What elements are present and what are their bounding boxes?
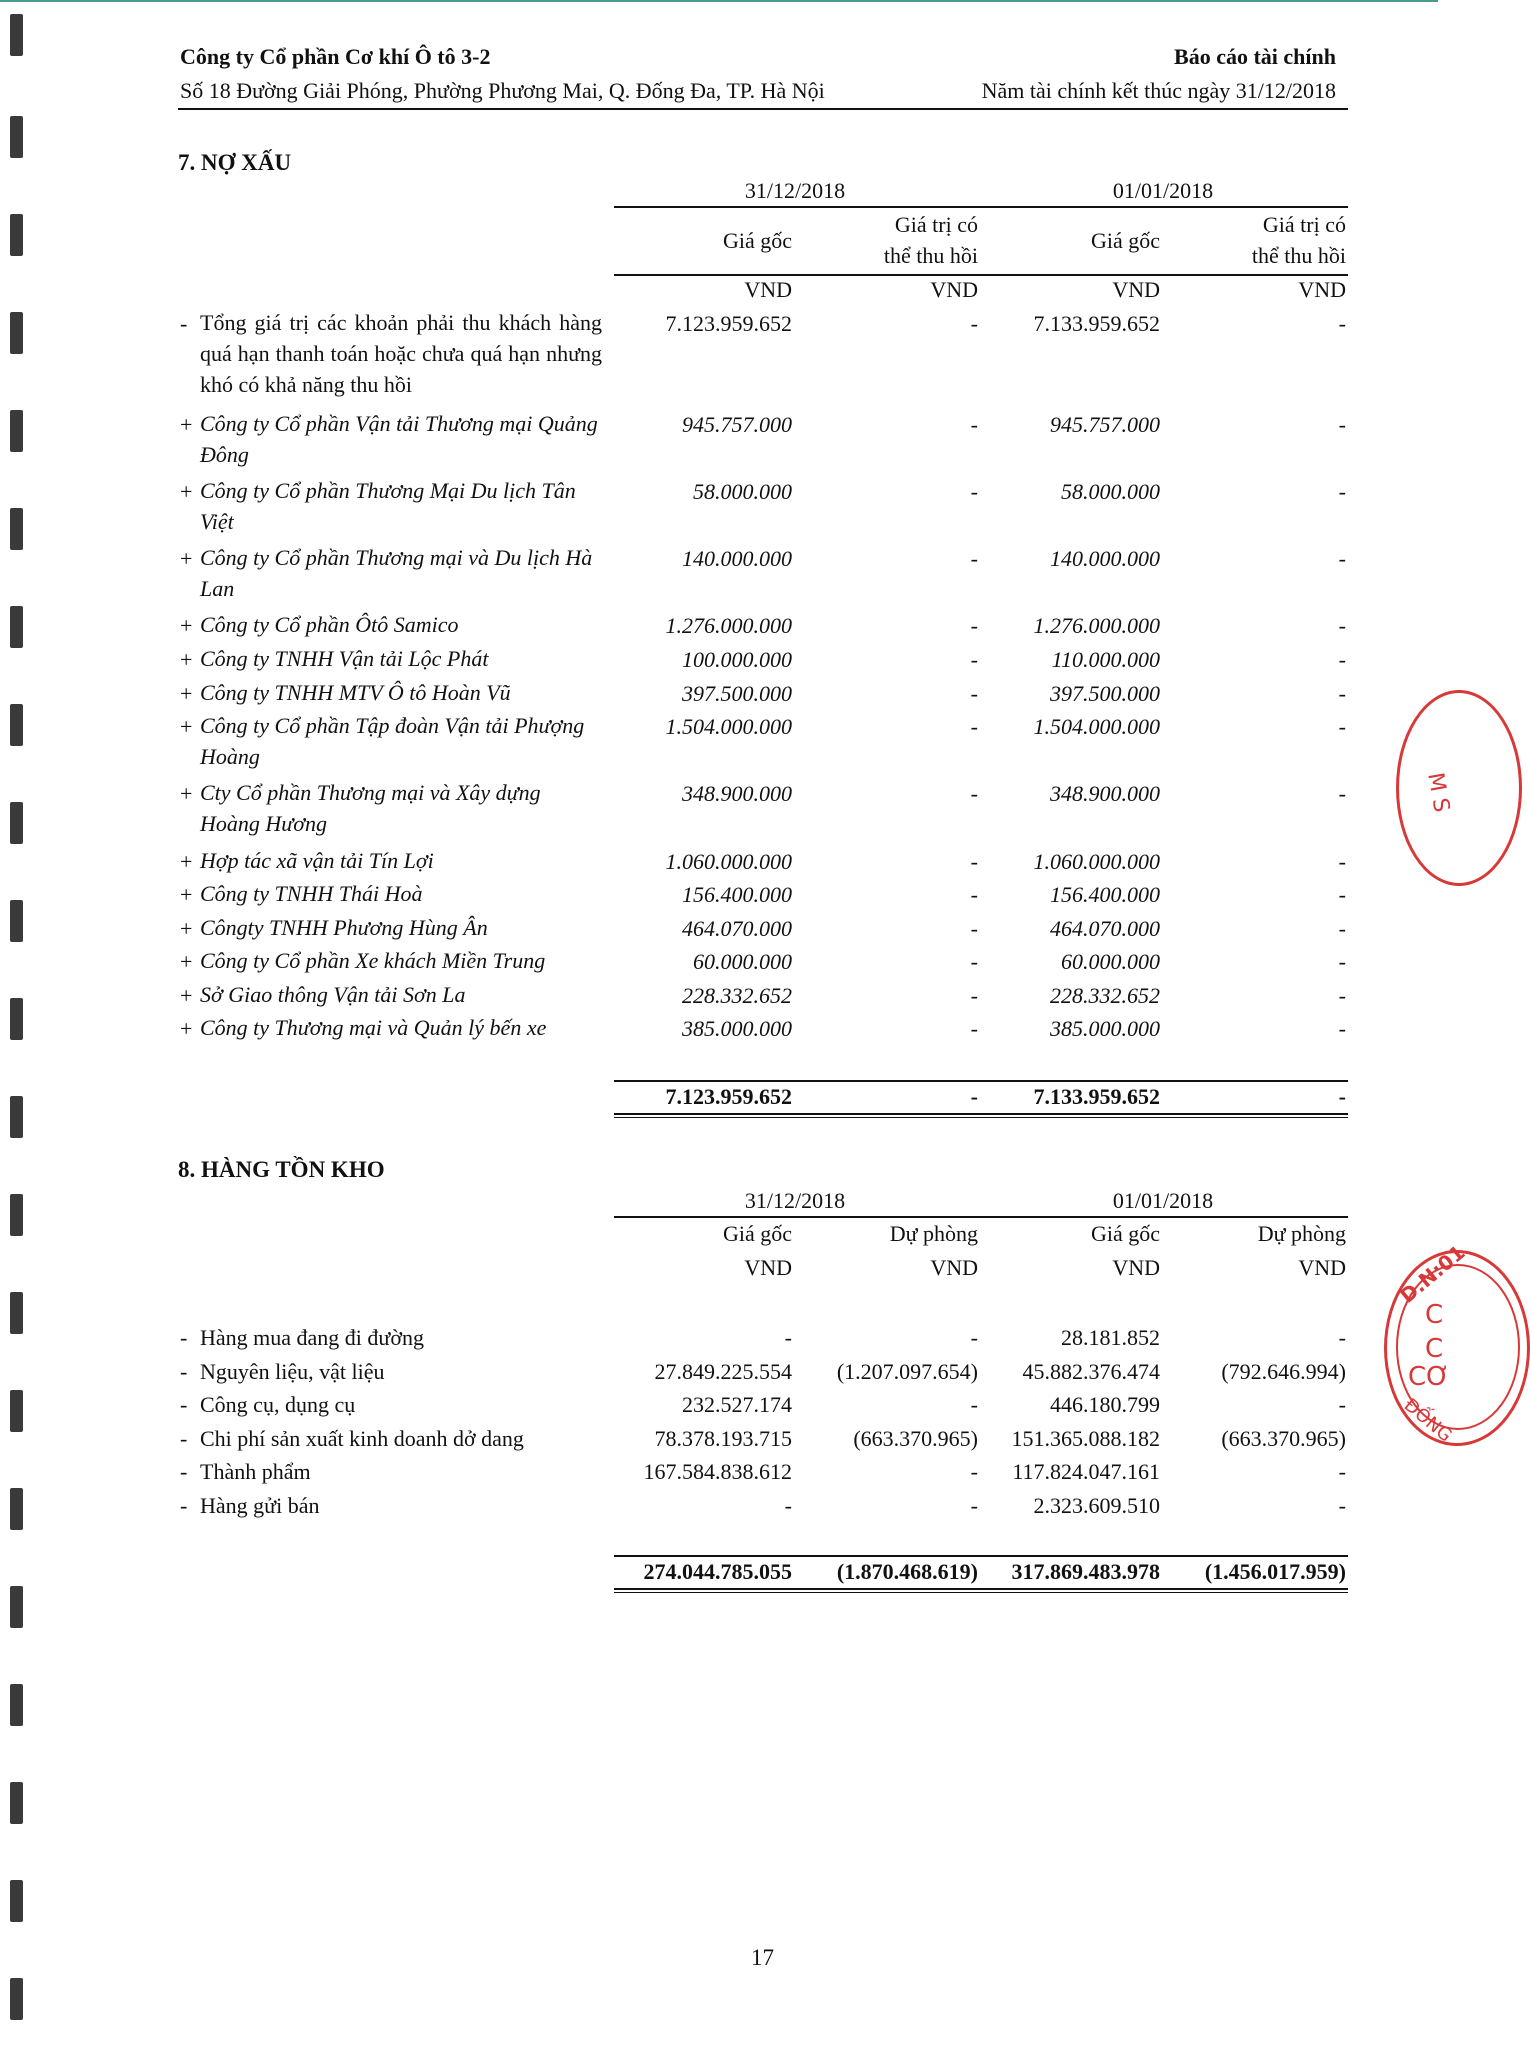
cost-value: 151.365.088.182 xyxy=(1011,1426,1160,1451)
provision-value: (663.370.965) xyxy=(853,1426,978,1451)
row-prefix: - xyxy=(180,1426,188,1451)
binding-hole xyxy=(10,704,23,746)
total-value: 7.123.959.652 xyxy=(665,1084,792,1109)
recoverable-value: - xyxy=(970,1016,978,1041)
row-prefix: + xyxy=(180,949,193,974)
row-label: Công ty TNHH Thái Hoà xyxy=(200,881,423,906)
cost-value: 140.000.000 xyxy=(1050,546,1160,571)
cost-value: 28.181.852 xyxy=(1061,1325,1160,1350)
period-label: 31/12/2018 xyxy=(744,1188,846,1213)
column-header: Giá trị có xyxy=(1262,212,1346,237)
total-value: 317.869.483.978 xyxy=(1011,1559,1160,1584)
row-prefix: + xyxy=(180,647,193,672)
provision-value: - xyxy=(1338,1493,1346,1518)
cost-value: 397.500.000 xyxy=(682,681,792,706)
row-label: Cty Cổ phần Thương mại và Xây dựng Hoàng Hương xyxy=(200,780,541,836)
period-label: 31/12/2018 xyxy=(744,178,846,203)
table-rule xyxy=(614,1216,1348,1218)
binding-hole xyxy=(10,1782,23,1824)
total-double-rule xyxy=(614,1117,1348,1118)
column-header: thể thu hồi xyxy=(883,243,978,268)
binding-holes xyxy=(10,0,30,2048)
recoverable-value: - xyxy=(1338,781,1346,806)
recoverable-value: - xyxy=(1338,882,1346,907)
recoverable-value: - xyxy=(1338,714,1346,739)
unit-label: VND xyxy=(744,1255,792,1280)
cost-value: - xyxy=(784,1493,792,1518)
row-prefix: + xyxy=(180,479,193,504)
cost-value: 45.882.376.474 xyxy=(1022,1359,1160,1384)
section-bad-debt-title: 7. NỢ XẤU xyxy=(178,150,292,175)
binding-hole xyxy=(10,998,23,1040)
recoverable-value: - xyxy=(1338,479,1346,504)
cost-value: 385.000.000 xyxy=(1050,1016,1160,1041)
binding-hole xyxy=(10,1488,23,1530)
row-label: Thành phẩm xyxy=(200,1459,311,1484)
period-label: 01/01/2018 xyxy=(1112,1188,1214,1213)
row-label: Công ty Cổ phần Tập đoàn Vận tải Phượng Hoàng xyxy=(200,713,585,769)
row-label: Công cụ, dụng cụ xyxy=(200,1392,356,1417)
column-header: Giá gốc xyxy=(1090,228,1160,253)
table-rule xyxy=(614,274,1348,276)
cost-value: 348.900.000 xyxy=(1050,781,1160,806)
total-rule xyxy=(614,1555,1348,1557)
cost-value: 140.000.000 xyxy=(682,546,792,571)
row-label: Công ty TNHH MTV Ô tô Hoàn Vũ xyxy=(200,680,511,705)
cost-value: 385.000.000 xyxy=(682,1016,792,1041)
unit-label: VND xyxy=(744,277,792,302)
fiscal-year: Năm tài chính kết thúc ngày 31/12/2018 xyxy=(981,78,1336,103)
cost-value: 167.584.838.612 xyxy=(643,1459,792,1484)
cost-value: 58.000.000 xyxy=(1061,479,1160,504)
row-label: Công ty Cổ phần Thương Mại Du lịch Tân Việt xyxy=(200,478,576,534)
cost-value: 446.180.799 xyxy=(1050,1392,1160,1417)
row-label: Nguyên liệu, vật liệu xyxy=(200,1359,385,1384)
column-header: Giá gốc xyxy=(722,228,792,253)
recoverable-value: - xyxy=(970,311,978,336)
total-value: - xyxy=(1338,1084,1346,1109)
seal-text-dong: ĐỐNG xyxy=(1399,1394,1456,1447)
table-rule xyxy=(614,206,1348,208)
recoverable-value: - xyxy=(1338,949,1346,974)
recoverable-value: - xyxy=(970,916,978,941)
recoverable-value: - xyxy=(970,647,978,672)
row-label: Côngty TNHH Phương Hùng Ân xyxy=(200,915,488,940)
row-prefix: + xyxy=(180,882,193,907)
binding-hole xyxy=(10,1292,23,1334)
row-prefix: + xyxy=(180,546,193,571)
recoverable-value: - xyxy=(970,983,978,1008)
row-prefix: + xyxy=(180,1016,193,1041)
provision-value: - xyxy=(1338,1392,1346,1417)
cost-value: 1.060.000.000 xyxy=(1033,849,1160,874)
recoverable-value: - xyxy=(1338,412,1346,437)
binding-hole xyxy=(10,1978,23,2020)
recoverable-value: - xyxy=(970,613,978,638)
unit-label: VND xyxy=(1298,277,1346,302)
recoverable-value: - xyxy=(1338,1016,1346,1041)
cost-value: 945.757.000 xyxy=(1050,412,1160,437)
cost-value: 156.400.000 xyxy=(1050,882,1160,907)
recoverable-value: - xyxy=(1338,916,1346,941)
recoverable-value: - xyxy=(970,479,978,504)
binding-hole xyxy=(10,802,23,844)
binding-hole xyxy=(10,1586,23,1628)
row-prefix: + xyxy=(180,714,193,739)
binding-hole xyxy=(10,1684,23,1726)
provision-value: - xyxy=(970,1392,978,1417)
recoverable-value: - xyxy=(970,849,978,874)
row-prefix: - xyxy=(180,311,188,336)
provision-value: - xyxy=(970,1493,978,1518)
row-label: Công ty Cổ phần Xe khách Miền Trung xyxy=(200,948,546,973)
period-label: 01/01/2018 xyxy=(1112,178,1214,203)
recoverable-value: - xyxy=(970,714,978,739)
cost-value: 100.000.000 xyxy=(682,647,792,672)
row-label: Công ty Cổ phần Vận tải Thương mại Quảng Đông xyxy=(200,411,598,467)
binding-hole xyxy=(10,214,23,256)
unit-label: VND xyxy=(930,277,978,302)
row-prefix: + xyxy=(180,613,193,638)
cost-value: 348.900.000 xyxy=(682,781,792,806)
cost-value: 232.527.174 xyxy=(682,1392,792,1417)
row-prefix: - xyxy=(180,1493,188,1518)
cost-value: 228.332.652 xyxy=(1050,983,1160,1008)
row-label: Hàng gửi bán xyxy=(200,1493,320,1518)
recoverable-value: - xyxy=(1338,983,1346,1008)
row-label: Công ty Cổ phần Thương mại và Du lịch Hà Lan xyxy=(200,545,593,601)
column-header: Giá trị có xyxy=(894,212,978,237)
cost-value: 156.400.000 xyxy=(682,882,792,907)
row-label: Công ty TNHH Vận tải Lộc Phát xyxy=(200,646,489,671)
company-address: Số 18 Đường Giải Phóng, Phường Phương Mai, Q. Đống Đa, TP. Hà Nội xyxy=(180,78,825,103)
provision-value: - xyxy=(1338,1325,1346,1350)
total-value: (1.456.017.959) xyxy=(1204,1559,1346,1584)
binding-hole xyxy=(10,1390,23,1432)
binding-hole xyxy=(10,410,23,452)
row-label: Hàng mua đang đi đường xyxy=(200,1325,424,1350)
recoverable-value: - xyxy=(1338,311,1346,336)
recoverable-value: - xyxy=(970,546,978,571)
seal-text-registration: D.N:01 xyxy=(1395,1240,1470,1308)
cost-value: 1.504.000.000 xyxy=(665,714,792,739)
binding-hole xyxy=(10,116,23,158)
row-label: Tổng giá trị các khoản phải thu khách hàng quá hạn thanh toán hoặc chưa quá hạn nhưng khó có khả năng thu hồi xyxy=(200,310,602,397)
company-seal-fragment xyxy=(1396,690,1522,886)
binding-hole xyxy=(10,606,23,648)
company-name: Công ty Cổ phần Cơ khí Ô tô 3-2 xyxy=(180,44,491,69)
binding-hole xyxy=(10,14,23,56)
cost-value: 228.332.652 xyxy=(682,983,792,1008)
row-prefix: + xyxy=(180,781,193,806)
header-rule xyxy=(178,108,1348,110)
unit-label: VND xyxy=(1112,277,1160,302)
row-prefix: - xyxy=(180,1359,188,1384)
page-number: 17 xyxy=(751,1945,774,1970)
row-prefix: - xyxy=(180,1392,188,1417)
recoverable-value: - xyxy=(1338,849,1346,874)
column-header: Giá gốc xyxy=(722,1221,792,1246)
unit-label: VND xyxy=(1112,1255,1160,1280)
row-label: Công ty Thương mại và Quản lý bến xe xyxy=(200,1015,547,1040)
row-prefix: - xyxy=(180,1325,188,1350)
total-double-rule xyxy=(614,1588,1348,1590)
cost-value: 58.000.000 xyxy=(693,479,792,504)
cost-value: 78.378.193.715 xyxy=(654,1426,792,1451)
column-header: Giá gốc xyxy=(1090,1221,1160,1246)
binding-hole xyxy=(10,1194,23,1236)
section-inventory-title: 8. HÀNG TỒN KHO xyxy=(178,1157,385,1182)
cost-value: 7.123.959.652 xyxy=(665,311,792,336)
cost-value: 464.070.000 xyxy=(1050,916,1160,941)
binding-hole xyxy=(10,508,23,550)
total-rule xyxy=(614,1080,1348,1082)
cost-value: 117.824.047.161 xyxy=(1012,1459,1160,1484)
column-header: thể thu hồi xyxy=(1251,243,1346,268)
cost-value: 60.000.000 xyxy=(693,949,792,974)
unit-label: VND xyxy=(930,1255,978,1280)
recoverable-value: - xyxy=(970,949,978,974)
row-label: Sở Giao thông Vận tải Sơn La xyxy=(200,982,466,1007)
seal-text-co: CƠ xyxy=(1408,1362,1450,1392)
provision-value: (792.646.994) xyxy=(1221,1359,1346,1384)
recoverable-value: - xyxy=(1338,681,1346,706)
cost-value: 2.323.609.510 xyxy=(1033,1493,1160,1518)
row-prefix: - xyxy=(180,1459,188,1484)
row-label: Hợp tác xã vận tải Tín Lợi xyxy=(200,848,434,873)
total-double-rule xyxy=(614,1592,1348,1593)
binding-hole xyxy=(10,312,23,354)
cost-value: 7.133.959.652 xyxy=(1033,311,1160,336)
row-prefix: + xyxy=(180,983,193,1008)
cost-value: 945.757.000 xyxy=(682,412,792,437)
recoverable-value: - xyxy=(970,882,978,907)
recoverable-value: - xyxy=(1338,647,1346,672)
recoverable-value: - xyxy=(970,781,978,806)
seal-text: M S xyxy=(1422,770,1454,815)
provision-value: (663.370.965) xyxy=(1221,1426,1346,1451)
row-prefix: + xyxy=(180,681,193,706)
provision-value: - xyxy=(1338,1459,1346,1484)
column-header: Dự phòng xyxy=(889,1221,978,1246)
total-value: (1.870.468.619) xyxy=(836,1559,978,1584)
cost-value: 110.000.000 xyxy=(1051,647,1160,672)
unit-label: VND xyxy=(1298,1255,1346,1280)
binding-hole xyxy=(10,1096,23,1138)
total-value: 7.133.959.652 xyxy=(1033,1084,1160,1109)
provision-value: (1.207.097.654) xyxy=(836,1359,978,1384)
cost-value: 27.849.225.554 xyxy=(654,1359,792,1384)
cost-value: 1.060.000.000 xyxy=(665,849,792,874)
cost-value: 1.504.000.000 xyxy=(1033,714,1160,739)
row-prefix: + xyxy=(180,916,193,941)
seal-text-c1: C xyxy=(1425,1300,1444,1330)
page-top-line xyxy=(0,0,1438,2)
cost-value: 464.070.000 xyxy=(682,916,792,941)
total-double-rule xyxy=(614,1113,1348,1115)
recoverable-value: - xyxy=(1338,546,1346,571)
cost-value: 397.500.000 xyxy=(1050,681,1160,706)
cost-value: - xyxy=(784,1325,792,1350)
row-label: Chi phí sản xuất kinh doanh dở dang xyxy=(200,1426,524,1451)
total-value: - xyxy=(970,1084,978,1109)
cost-value: 1.276.000.000 xyxy=(1033,613,1160,638)
row-prefix: + xyxy=(180,412,193,437)
row-prefix: + xyxy=(180,849,193,874)
recoverable-value: - xyxy=(970,681,978,706)
column-header: Dự phòng xyxy=(1257,1221,1346,1246)
provision-value: - xyxy=(970,1459,978,1484)
report-title: Báo cáo tài chính xyxy=(1174,44,1336,69)
recoverable-value: - xyxy=(1338,613,1346,638)
seal-text-c2: C xyxy=(1425,1334,1444,1364)
provision-value: - xyxy=(970,1325,978,1350)
recoverable-value: - xyxy=(970,412,978,437)
row-label: Công ty Cổ phần Ôtô Samico xyxy=(200,612,459,637)
total-value: 274.044.785.055 xyxy=(643,1559,792,1584)
binding-hole xyxy=(10,1880,23,1922)
cost-value: 1.276.000.000 xyxy=(665,613,792,638)
binding-hole xyxy=(10,900,23,942)
cost-value: 60.000.000 xyxy=(1061,949,1160,974)
